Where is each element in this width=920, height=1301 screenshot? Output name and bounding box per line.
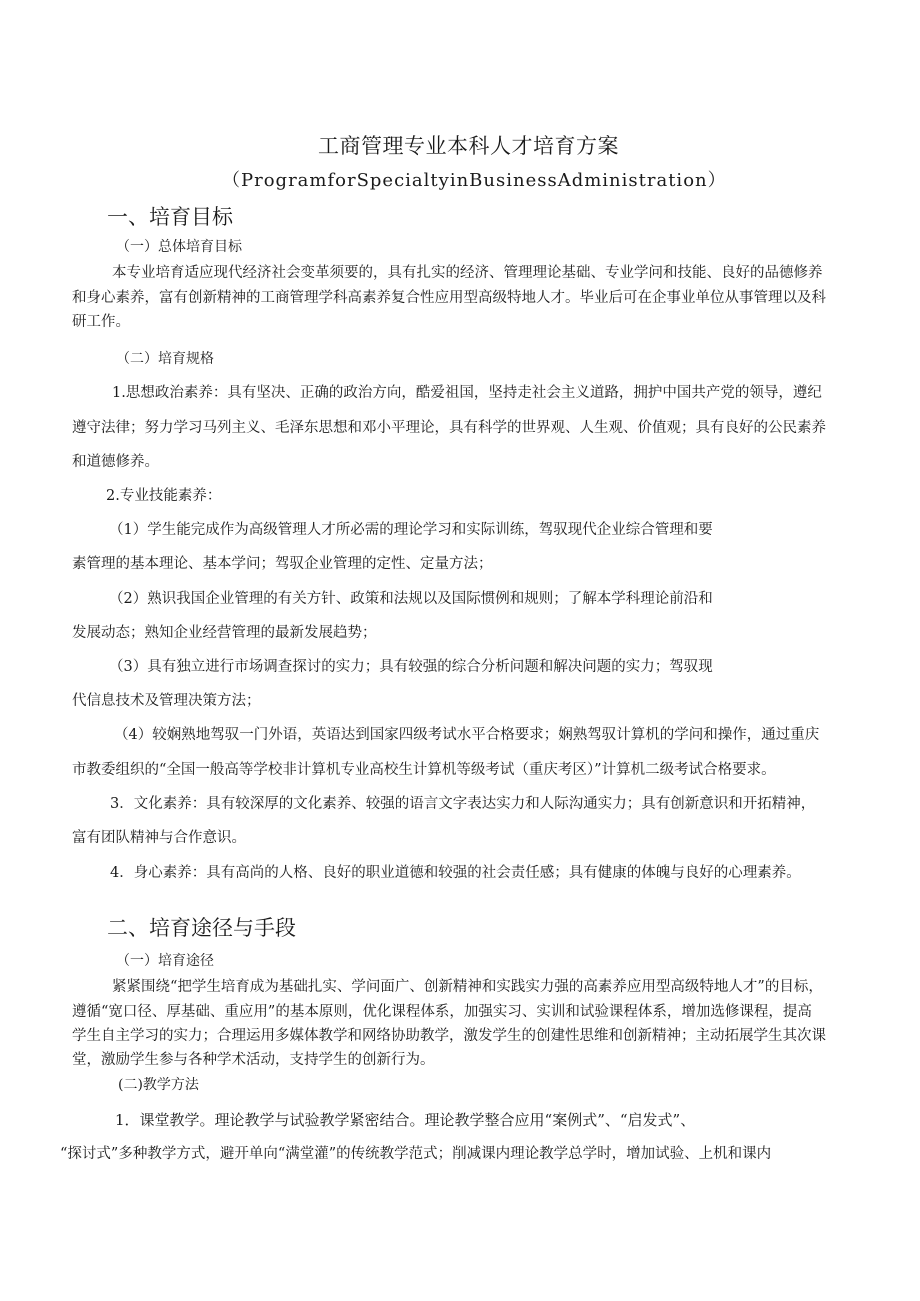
paragraph-line: 研工作。 — [72, 314, 130, 330]
paragraph-line: 和身心素养，富有创新精神的工商管理学科高素养复合性应用型高级特地人才。毕业后可在企事业单位从事管理以及科 — [72, 290, 826, 306]
paragraph-line: 1．课堂教学。理论教学与试验教学紧密结合。理论教学整合应用“案例式”、“启发式”、 — [115, 1111, 696, 1129]
paragraph-line: （3）具有独立进行市场调查探讨的实力；具有较强的综合分析问题和解决问题的实力；驾驭现 — [109, 659, 713, 675]
paragraph-line: “探讨式”多种教学方式，避开单向“满堂灌”的传统教学范式；削减课内理论教学总学时，增加试验、上机和课内 — [60, 1146, 772, 1162]
list-item-heading: 2.专业技能素养： — [106, 488, 222, 504]
section-heading-2: 二、培育途径与手段 — [107, 916, 296, 940]
subsection-heading: （一）总体培育目标 — [116, 239, 242, 255]
paragraph-line: 3．文化素养：具有较深厚的文化素养、较强的语言文字表达实力和人际沟通实力；具有创新意识和开拓精神， — [110, 796, 816, 812]
paragraph-line: 发展动态；熟知企业经营管理的最新发展趋势； — [72, 625, 377, 641]
paragraph-line: 堂，激励学生参与各种学术活动，支持学生的创新行为。 — [72, 1052, 435, 1068]
paragraph-line: 富有团队精神与合作意识。 — [72, 830, 246, 846]
subsection-heading: （一）培育途径 — [116, 953, 214, 969]
paragraph-line: 紧紧围绕“把学生培育成为基础扎实、学问面广、创新精神和实践实力强的高素养应用型高级特地人才”的目标， — [112, 979, 823, 995]
paragraph-line: 4．身心素养：具有高尚的人格、良好的职业道德和较强的社会责任感；具有健康的体魄与良好的心理素养。 — [110, 865, 801, 881]
paragraph-line: 遵循“宽口径、厚基础、重应用”的基本原则，优化课程体系，加强实习、实训和试验课程体系，增加选修课程，提高 — [72, 1004, 812, 1020]
paragraph-line: （4）较娴熟地驾驭一门外语，英语达到国家四级考试水平合格要求；娴熟驾驭计算机的学问和操作，通过重庆 — [114, 727, 820, 743]
paragraph-line: （2）熟识我国企业管理的有关方针、政策和法规以及国际惯例和规则；了解本学科理论前沿和 — [109, 591, 713, 607]
document-title: 工商管理专业本科人才培育方案 — [318, 134, 619, 158]
paragraph-line: 和道德修养。 — [72, 454, 159, 470]
paragraph-line: （1）学生能完成作为高级管理人才所必需的理论学习和实际训练，驾驭现代企业综合管理和要 — [109, 522, 713, 538]
paragraph-line: 代信息技术及管理决策方法； — [72, 693, 261, 709]
section-heading-1: 一、培育目标 — [107, 205, 233, 229]
document-subtitle: （ProgramforSpecialtyinBusinessAdministration） — [222, 170, 727, 191]
paragraph-line: 市教委组织的“全国一般高等学校非计算机专业高校生计算机等级考试（重庆考区）”计算机二级考试合格要求。 — [72, 762, 776, 778]
paragraph-line: 遵守法律；努力学习马列主义、毛泽东思想和邓小平理论，具有科学的世界观、人生观、价值观；具有良好的公民素养 — [72, 420, 826, 436]
paragraph-line: 本专业培育适应现代经济社会变革须要的，具有扎实的经济、管理理论基础、专业学问和技能、良好的品德修养 — [112, 265, 823, 281]
subsection-heading: (二)教学方法 — [118, 1077, 199, 1093]
paragraph-line: 素管理的基本理论、基本学问；驾驭企业管理的定性、定量方法； — [72, 556, 493, 572]
paragraph-line: 1.思想政治素养：具有坚决、正确的政治方向，酷爱祖国，坚持走社会主义道路，拥护中国共产党的领导，遵纪 — [112, 385, 822, 401]
paragraph-line: 学生自主学习的实力；合理运用多媒体教学和网络协助教学，激发学生的创建性思维和创新精神；主动拓展学生其次课 — [72, 1028, 826, 1044]
subsection-heading: （二）培育规格 — [116, 351, 214, 367]
